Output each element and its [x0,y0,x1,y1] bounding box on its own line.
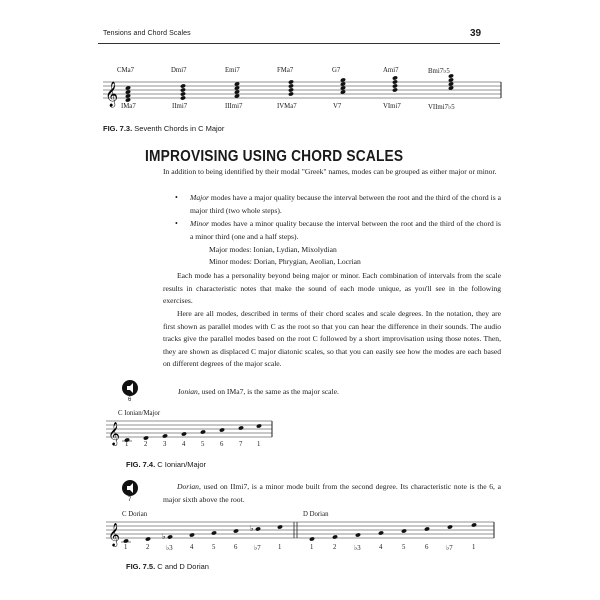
fig75-staff-label-right: D Dorian [303,511,329,518]
page-number: 39 [470,28,482,39]
scale-degree: 5 [201,441,205,448]
scale-notehead [143,435,149,440]
scale-degree: 5 [212,544,216,551]
header-title: Tensions and Chord Scales [103,30,191,37]
scale-notehead [200,429,206,434]
scale-degree: 4 [182,441,186,448]
chord-name: CMa7 [117,67,134,74]
chord-notehead [180,83,186,88]
major-term: Major [190,193,209,202]
bullet-dot: • [175,219,178,228]
chord-notehead [288,87,294,92]
major-description: modes have a major quality because the interval between the root and the third of the chord is a major third (two whole steps). [190,193,501,215]
scale-notehead [167,534,173,539]
dorian-term: Dorian [177,482,199,491]
audio-track-number: 7 [128,497,132,503]
scale-notehead [162,433,168,438]
chord-notehead [180,91,186,96]
flat-icon: ♭ [250,524,254,533]
treble-clef-icon: 𝄞 [108,423,120,445]
chord-name: Dmi7 [171,67,187,74]
major-modes-line: Major modes: Ionian, Lydian, Mixolydian [209,245,337,254]
audio-track-number: 6 [128,397,132,403]
scale-degree: 6 [425,544,429,551]
roman-numeral: VIImi7♭5 [428,104,455,111]
scale-degree: 1 [472,544,476,551]
scale-degree: 4 [190,544,194,551]
chord-notehead [392,87,398,92]
minor-description: modes have a minor quality because the interval between the root and the third of the chord is a minor third (one and a half steps). [190,219,502,241]
dorian-description: , used on IImi7, is a minor mode built from the second degree. Its characteristic note is the 6, a major sixth above the root. [163,482,501,504]
scale-notehead [309,536,315,541]
fig75-caption [126,562,209,571]
chord-notehead [288,83,294,88]
fig75-staff [106,519,498,549]
fig74-caption-label: FIG. 7.4. [126,460,156,469]
chord-name: Ami7 [383,67,399,74]
scale-degree: ♭3 [354,545,361,552]
scale-degree: 1 [124,544,128,551]
roman-numeral: IMa7 [121,103,136,110]
treble-clef-icon: 𝄞 [105,81,119,106]
chord-name: FMa7 [277,67,294,74]
audio-track-icon[interactable] [122,380,138,396]
chord-notehead [392,75,398,80]
minor-modes-line: Minor modes: Dorian, Phrygian, Aeolian, Locrian [209,257,361,266]
scale-degree: ♭7 [254,545,261,552]
described-paragraph: Here are all modes, described in terms of their chord scales and scale degrees. In the notation, they are first shown as parallel modes with C as the root so that you can hear the difference in their sounds. The audio tracks give the parallel modes based on the root C followed by a short improvisation using those notes. Then, they are shown as displaced C major diatonic scales, so that you can easily see how the modes are each based on different degrees of the major scale. [163,309,501,368]
scale-notehead [378,530,384,535]
scale-notehead [332,534,338,539]
intro-paragraph: In addition to being identified by their modal "Greek" names, modes can be grouped as either major or minor. [163,167,497,176]
bullet-major [190,192,501,217]
scale-degree: 1 [125,441,129,448]
scale-degree: 4 [379,544,383,551]
scale-notehead [123,538,129,543]
minor-term: Minor [190,219,209,228]
scale-notehead [145,536,151,541]
scale-notehead [256,423,262,428]
scale-degree: 6 [234,544,238,551]
ionian-term: Ionian [178,387,198,396]
chord-notehead [288,91,294,96]
scale-notehead [447,524,453,529]
fig75-caption-text: C and D Dorian [157,562,209,571]
chord-name: Emi7 [225,67,240,74]
scale-notehead [233,528,239,533]
roman-numeral: IVMa7 [277,103,297,110]
section-heading: IMPROVISING USING CHORD SCALES [145,148,404,165]
chord-name: Bmi7♭5 [428,68,450,75]
scale-degree: 1 [278,544,282,551]
scale-notehead [401,528,407,533]
chord-notehead [180,95,186,100]
roman-numeral: V7 [333,103,342,110]
fig74-caption-text: C Ionian/Major [157,460,207,469]
scale-notehead [181,431,187,436]
scale-degree: 3 [163,441,167,448]
scale-notehead [219,427,225,432]
scale-notehead [355,532,361,537]
chord-notehead [180,87,186,92]
scale-degree: ♭7 [446,545,453,552]
scale-degree: 1 [310,544,314,551]
scale-degree: 2 [144,441,148,448]
roman-numeral: IImi7 [172,103,188,110]
scale-degree: 2 [333,544,337,551]
flat-icon: ♭ [162,532,166,541]
fig75-caption-label: FIG. 7.5. [126,562,156,571]
fig73-caption [103,124,224,133]
ionian-sentence [178,386,339,399]
fig75-noteheads [121,522,477,543]
scale-notehead [238,425,244,430]
ionian-description: , used on IMa7, is the same as the major scale. [197,387,339,396]
dorian-paragraph [163,481,501,506]
scale-notehead [277,524,283,529]
scale-degree: 5 [402,544,406,551]
chord-notehead [392,83,398,88]
scale-notehead [424,526,430,531]
fig73-caption-text: Seventh Chords in C Major [134,124,225,133]
scale-notehead [211,530,217,535]
scale-degree: 1 [257,441,261,448]
audio-track-icon[interactable] [122,480,138,496]
chord-notehead [392,79,398,84]
fig74-staff [106,418,276,448]
fig74-staff-label: C Ionian/Major [118,410,161,417]
scale-degree: ♭3 [166,545,173,552]
roman-numeral: IIImi7 [225,103,243,110]
roman-numeral: VImi7 [383,103,401,110]
scale-notehead [471,522,477,527]
bullet-dot: • [175,193,178,202]
chord-name: G7 [332,67,341,74]
treble-clef-icon: 𝄞 [108,524,120,546]
scale-degree: 2 [146,544,150,551]
chord-notehead [288,79,294,84]
bullet-minor [190,218,501,243]
scale-degree: 6 [220,441,224,448]
fig74-caption [126,460,206,469]
scale-notehead [189,532,195,537]
fig73-caption-label: FIG. 7.3. [103,124,133,133]
personality-paragraph: Each mode has a personality beyond being major or minor. Each combination of intervals from the scale results in characteristic notes that make the sound of each mode unique, as you'll see in the following exercises. [163,271,501,305]
scale-notehead [255,526,261,531]
scale-degree: 7 [239,441,243,448]
fig75-staff-label-left: C Dorian [122,511,148,518]
